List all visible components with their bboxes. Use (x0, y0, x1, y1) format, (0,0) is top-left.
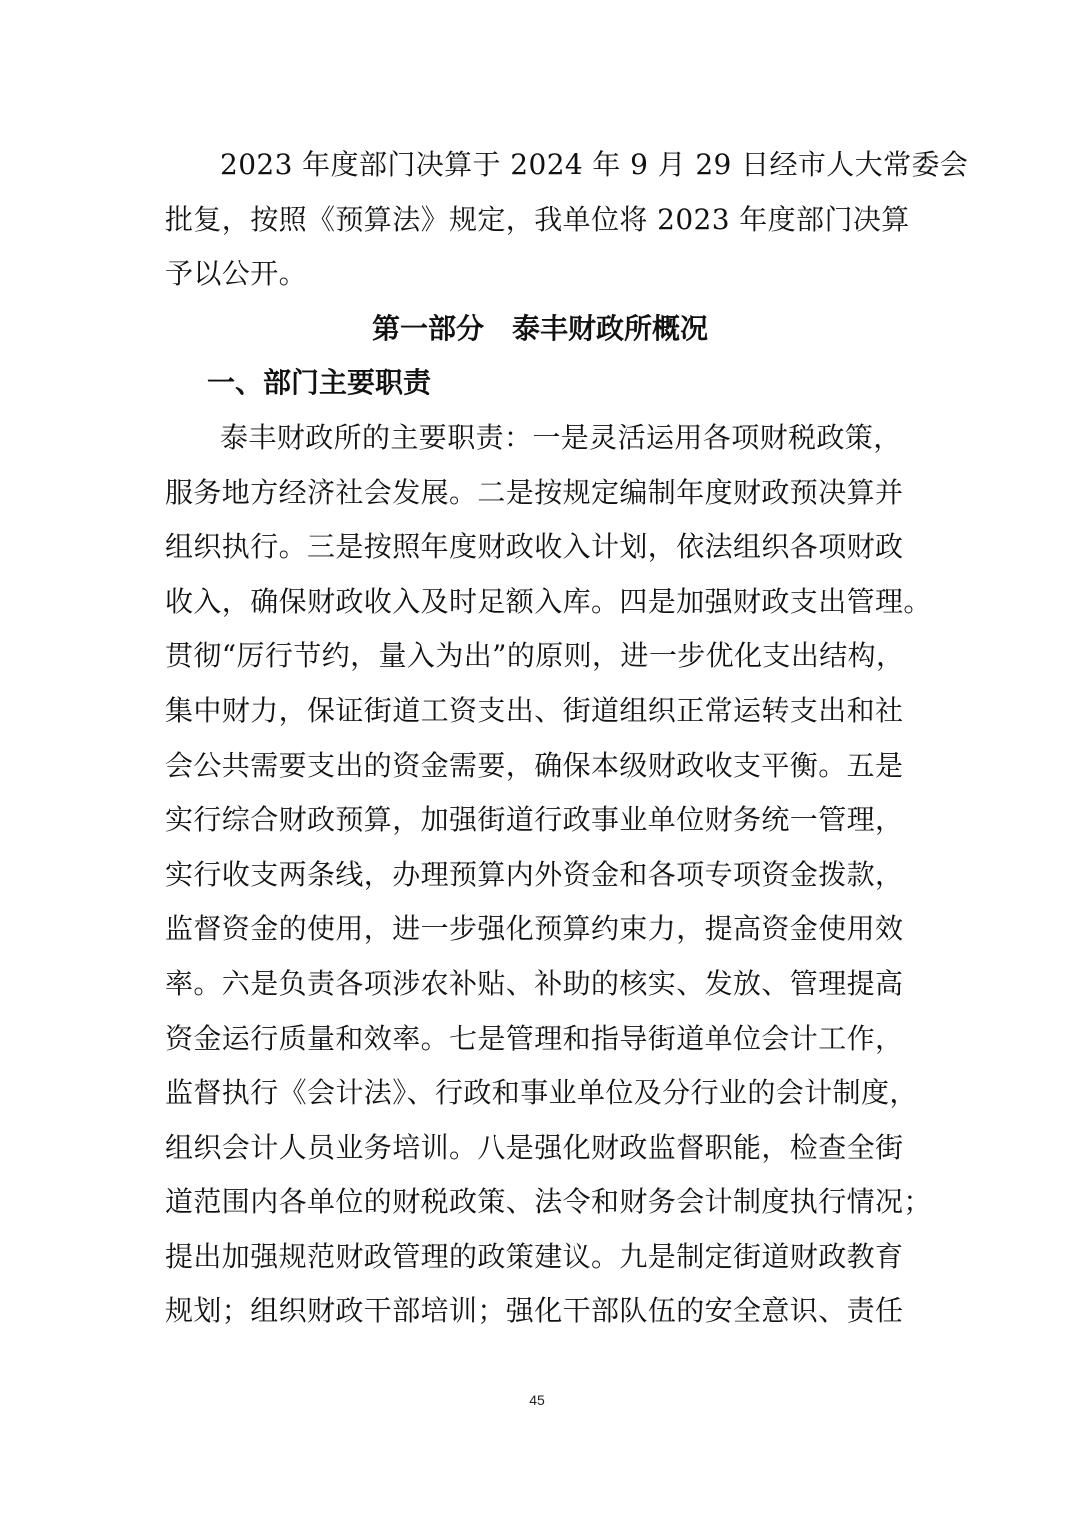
body-line-11: 率。六是负责各项涉农补贴、补助的核实、发放、管理提高 (165, 966, 904, 1000)
body-line-8: 实行综合财政预算，加强街道行政事业单位财务统一管理， (165, 803, 904, 837)
body-line-2: 服务地方经济社会发展。二是按规定编制年度财政预决算并 (165, 475, 904, 509)
body-line-4: 收入，确保财政收入及时足额入库。四是加强财政支出管理。 (165, 584, 932, 618)
body-line-16: 提出加强规范财政管理的政策建议。九是制定街道财政教育 (165, 1239, 904, 1273)
body-line-3: 组织执行。三是按照年度财政收入计划，依法组织各项财政 (165, 530, 904, 564)
body-line-9: 实行收支两条线，办理预算内外资金和各项专项资金拨款， (165, 857, 904, 891)
intro-paragraph-line-2: 批复，按照《预算法》规定，我单位将 2023 年度部门决算 (165, 202, 910, 236)
part-title: 第一部分 泰丰财政所概况 (371, 311, 708, 345)
section-heading: 一、部门主要职责 (207, 366, 432, 400)
body-line-15: 道范围内各单位的财税政策、法令和财务会计制度执行情况； (165, 1185, 932, 1219)
page-number: 45 (529, 1392, 545, 1408)
page-content (165, 138, 969, 1339)
body-line-6: 集中财力，保证街道工资支出、街道组织正常运转支出和社 (165, 693, 904, 727)
body-line-13: 监督执行《会计法》、行政和事业单位及分行业的会计制度， (165, 1076, 918, 1110)
intro-paragraph-line-1: 2023 年度部门决算于 2024 年 9 月 29 日经市人大常委会 (220, 148, 969, 181)
body-line-5: 贯彻“厉行节约，量入为出”的原则，进一步优化支出结构， (165, 639, 905, 673)
body-line-14: 组织会计人员业务培训。八是强化财政监督职能，检查全街 (165, 1130, 904, 1164)
body-line-17: 规划；组织财政干部培训；强化干部队伍的安全意识、责任 (165, 1294, 904, 1328)
body-line-7: 会公共需要支出的资金需要，确保本级财政收支平衡。五是 (165, 748, 904, 782)
body-line-1: 泰丰财政所的主要职责：一是灵活运用各项财税政策， (220, 420, 902, 454)
body-line-10: 监督资金的使用，进一步强化预算约束力，提高资金使用效 (165, 912, 904, 946)
body-line-12: 资金运行质量和效率。七是管理和指导街道单位会计工作， (165, 1021, 904, 1055)
intro-paragraph-line-3: 予以公开。 (165, 257, 308, 291)
